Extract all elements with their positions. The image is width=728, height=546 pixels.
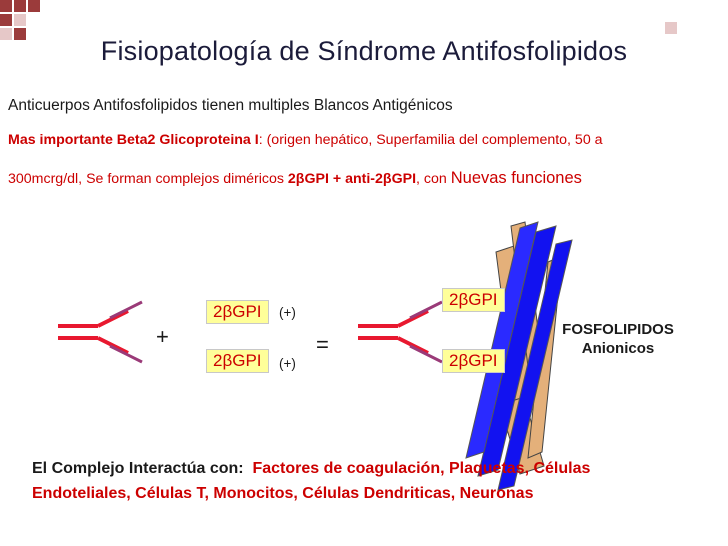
dimer-text: 300mcrg/dl, Se forman complejos diméricos xyxy=(8,171,288,187)
b2gpi-box-bottom-left: 2βGPI xyxy=(206,349,269,373)
interaction-line-1 xyxy=(32,460,590,478)
interaction-lead: El Complejo Interactúa con: xyxy=(32,460,244,477)
plus-sign: + xyxy=(156,324,169,349)
slide-title: Fisiopatología de Síndrome Antifosfolipidos xyxy=(100,36,628,66)
interaction-targets-1: Factores de coagulación, Plaquetas, Células xyxy=(252,460,591,477)
membrane-label-line1: FOSFOLIPIDOS xyxy=(562,321,674,338)
beta2-heading: Mas importante Beta2 Glicoproteina I xyxy=(8,132,259,148)
positive-charge-bottom: (+) xyxy=(279,356,296,371)
intro-line: Anticuerpos Antifosfolipidos tienen multiples Blancos Antigénicos xyxy=(8,97,453,114)
equals-sign: = xyxy=(316,332,329,357)
dimer-formula: 2βGPI + anti-2βGPI xyxy=(287,171,417,187)
membrane-label xyxy=(548,320,688,358)
antibody-right-icon xyxy=(358,302,442,362)
membrane-label-line2: Anionicos xyxy=(581,340,655,357)
beta2-detail: : (origen hepático, Superfamilia del complemento, 50 a xyxy=(258,132,603,148)
dimer-connector: , con xyxy=(416,171,451,187)
positive-charge-top: (+) xyxy=(279,305,296,320)
b2gpi-box-top-left: 2βGPI xyxy=(206,300,269,324)
b2gpi-box-bottom-right: 2βGPI xyxy=(442,349,505,373)
new-functions: Nuevas funciones xyxy=(450,169,582,187)
interaction-line-2: Endoteliales, Células T, Monocitos, Células Dendriticas, Neuronas xyxy=(32,485,534,502)
antibody-left-icon xyxy=(58,302,142,362)
b2gpi-box-top-right: 2βGPI xyxy=(442,288,505,312)
